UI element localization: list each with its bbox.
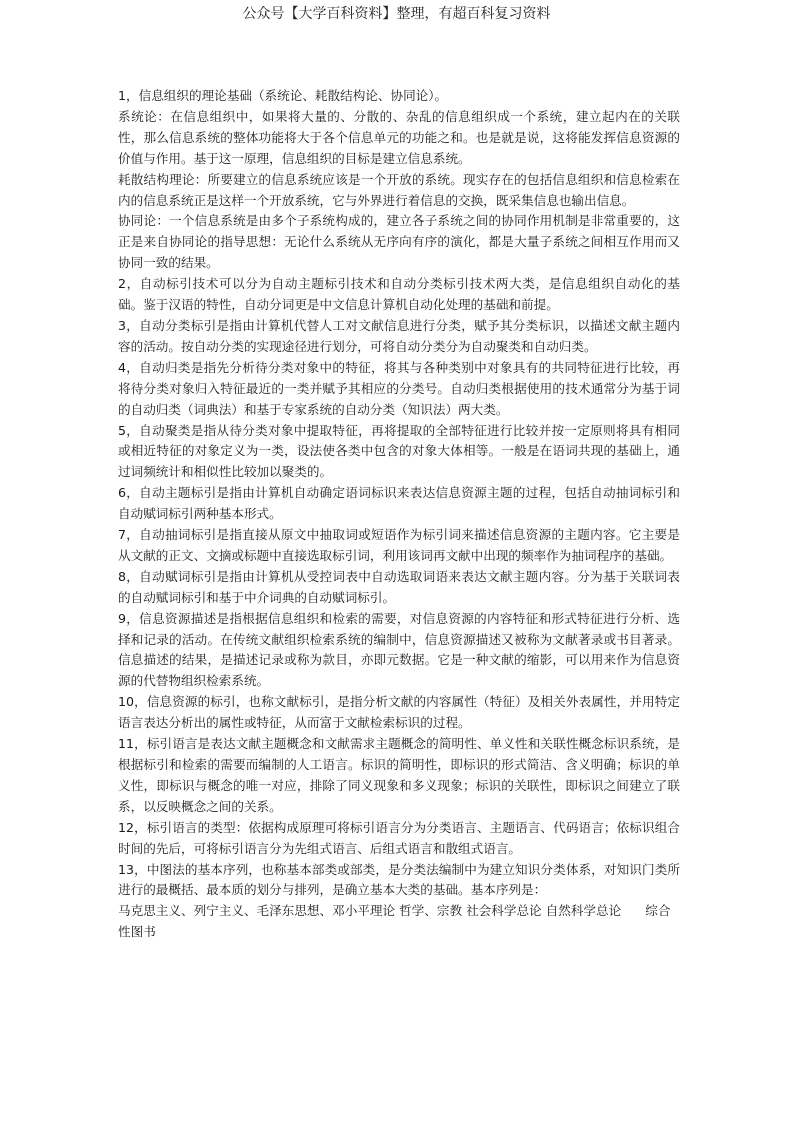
paragraph-dissipative-structure: 耗散结构理论：所要建立的信息系统应该是一个开放的系统。现实存在的包括信息组织和信息检索在内的信息系统正是这样一个开放系统，它与外界进行着信息的交换，既采集信息也输出信息。 [118,171,680,208]
paragraph-item-13: 13，中图法的基本序列，也称基本部类或部类，是分类法编制中为建立知识分类体系，对知识门类所进行的最概括、最本质的划分与排列，是确立基本大类的基础。基本序列是： [118,861,680,898]
paragraph-synergetics: 协同论：一个信息系统是由多个子系统构成的，建立各子系统之间的协同作用机制是非常重要的，这正是来自协同论的指导思想：无论什么系统从无序向有序的演化，都是大量子系统之间相互作用而又协同一致的结果。 [118,213,680,271]
paragraph-item-2: 2，自动标引技术可以分为自动主题标引技术和自动分类标引技术两大类，是信息组织自动化的基础。鉴于汉语的特性，自动分词更是中文信息计算机自动化处理的基础和前提。 [118,276,680,313]
paragraph-system-theory: 系统论：在信息组织中，如果将大量的、分散的、杂乱的信息组织成一个系统，建立起内在的关联性，那么信息系统的整体功能将大于各个信息单元的功能之和。也是就是说，这将能发挥信息资源的价值与作用。基于这一原理，信息组织的目标是建立信息系统。 [118,108,680,166]
basic-series-list [118,901,680,943]
paragraph-item-7: 7，自动抽词标引是指直接从原文中抽取词或短语作为标引词来描述信息资源的主题内容。它主要是从文献的正文、文摘或标题中直接选取标引词，利用该词再文献中出现的频率作为抽词程序的基础。 [118,527,680,563]
series-item-general-books: 综合性图书 [118,903,671,940]
series-item-social-science: 社会科学总论 [466,903,542,919]
series-item-marxism: 马克思主义、列宁主义、毛泽东思想、邓小平理论 [118,903,396,919]
series-item-natural-science: 自然科学总论 [545,903,622,919]
series-item-philosophy: 哲学、宗教 [399,903,463,919]
paragraph-item-8: 8，自动赋词标引是指由计算机从受控词表中自动选取词语来表达文献主题内容。分为基于关联词表的自动赋词标引和基于中介词典的自动赋词标引。 [118,568,680,605]
paragraph-item-4: 4，自动归类是指先分析待分类对象中的特征，将其与各种类别中对象具有的共同特征进行比较，再将待分类对象归入特征最近的一类并赋予其相应的分类号。自动归类根据使用的技术通常分为基于词的自动归类（词典法）和基于专家系统的自动分类（知识法）两大类。 [118,359,680,417]
paragraph-item-3: 3，自动分类标引是指由计算机代替人工对文献信息进行分类，赋予其分类标识，以描述文献主题内容的活动。按自动分类的实现途径进行划分，可将自动分类分为自动聚类和自动归类。 [118,317,680,354]
paragraph-item-12: 12，标引语言的类型：依据构成原理可将标引语言分为分类语言、主题语言、代码语言；依标识组合时间的先后，可将标引语言分为先组式语言、后组式语言和散组式语言。 [118,819,680,856]
paragraph-item-11: 11，标引语言是表达文献主题概念和文献需求主题概念的简明性、单义性和关联性概念标识系统，是根据标引和检索的需要而编制的人工语言。标识的简明性，即标识的形式简洁、含义明确；标识的单义性，即标识与概念的唯一对应，排除了同义现象和多义现象；标识的关联性，即标识之间建立了联系，以反映概念之间的关系。 [118,736,680,814]
paragraph-item-6: 6，自动主题标引是指由计算机自动确定语词标识来表达信息资源主题的过程，包括自动抽词标引和自动赋词标引两种基本形式。 [118,485,680,522]
paragraph-item-10: 10，信息资源的标引，也称文献标引，是指分析文献的内容属性（特征）及相关外表属性，并用特定语言表达分析出的属性或特征，从而富于文献检索标识的过程。 [118,694,680,731]
page-header: 公众号【大学百科资料】整理，有超百科复习资料 [242,6,551,22]
paragraph-item-5: 5，自动聚类是指从待分类对象中提取特征，再将提取的全部特征进行比较并按一定原则将具有相同或相近特征的对象定义为一类，设法使各类中包含的对象大体相等。一般是在语词共现的基础上，通过词频统计和相似性比较加以聚类的。 [118,422,680,480]
paragraph-item-9: 9，信息资源描述是指根据信息组织和检索的需要，对信息资源的内容特征和形式特征进行分析、选择和记录的活动。在传统文献组织检索系统的编制中，信息资源描述又被称为文献著录或书目著录。信息描述的结果，是描述记录或称为款目，亦即元数据。它是一种文献的缩影，可以用来作为信息资源的代替物组织检索系统。 [118,610,680,689]
heading-paragraph: 1，信息组织的理论基础（系统论、耗散结构论、协同论）。 [118,88,448,103]
document-body [118,86,680,943]
